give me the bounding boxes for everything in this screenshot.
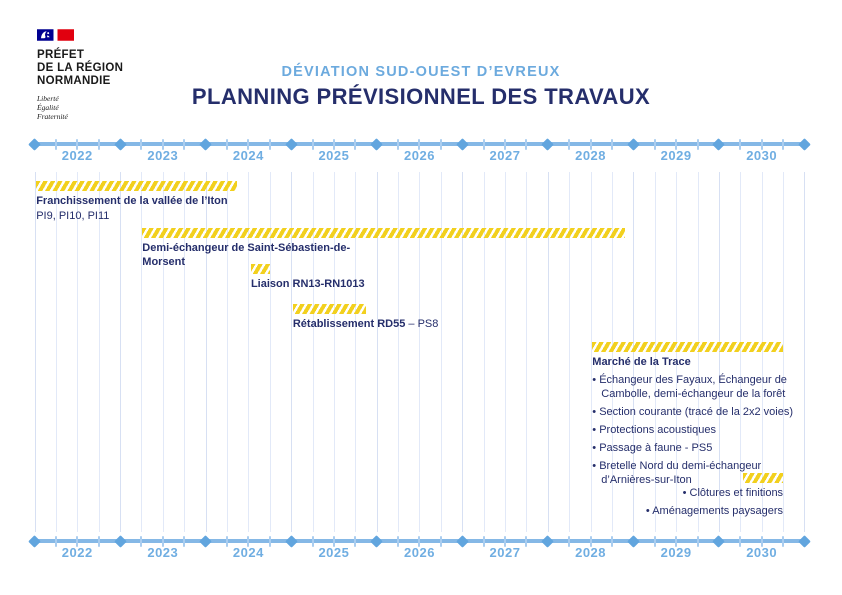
task-bar [251,264,270,274]
year-label: 2029 [660,545,692,560]
year-marker-diamond-icon [114,535,127,548]
gridline [163,172,164,532]
task-bullet: • Clôtures et finitions [682,487,784,499]
gridline [355,172,356,532]
gridline [184,172,185,532]
year-label: 2027 [489,545,521,560]
gridline [505,172,506,532]
year-marker-diamond-icon [28,535,41,548]
year-label: 2027 [489,148,521,163]
task-title [293,317,439,331]
year-label: 2024 [232,545,264,560]
task-bullet: • Bretelle Nord du demi-échangeur d’Arnières-sur-Iton [592,460,762,486]
year-label: 2023 [147,148,179,163]
logo-name-line: PRÉFET [37,49,85,61]
logo-name-line: DE LA RÉGION [37,62,124,74]
gridline [313,172,314,532]
gridline [398,172,399,532]
logo-motto-line: Égalité [37,103,59,112]
task-title [592,355,810,369]
year-marker-diamond-icon [541,535,554,548]
gridline [569,172,570,532]
task-bullet: • Passage à faune - PS5 [592,442,713,454]
year-marker-diamond-icon [199,535,212,548]
task-bar [743,473,783,483]
year-marker-diamond-icon [798,535,811,548]
gridline [120,172,121,532]
year-label: 2026 [404,545,435,560]
task-bar [142,228,625,238]
task-title-suffix: – PS8 [405,318,439,330]
logo-motto-line: Liberté [37,94,59,103]
task-bullet: • Protections acoustiques [592,424,716,436]
year-marker-diamond-icon [285,138,298,151]
task-bar [36,181,237,191]
year-marker-diamond-icon [541,138,554,151]
gridline [291,172,292,532]
task-label [293,317,439,331]
gridline [35,172,36,532]
task-bullet: • Échangeur des Fayaux, Échangeur de Cambolle, demi-échangeur de la forêt [592,374,787,400]
gridline [548,172,549,532]
year-label: 2025 [318,148,350,163]
page-title: PLANNING PRÉVISIONNEL DES TRAVAUX [191,84,651,109]
logo-name-line: NORMANDIE [37,75,111,87]
task-title [36,194,227,208]
task-title-text: Rétablissement RD55 [292,318,406,330]
gridline [56,172,57,532]
year-marker-diamond-icon [713,535,726,548]
task-label [251,277,365,291]
year-label: 2022 [61,148,93,163]
task-bar [592,342,783,352]
gridline [441,172,442,532]
task-label [646,486,783,518]
gridline [77,172,78,532]
year-label: 2030 [746,545,778,560]
gridline [141,172,142,532]
year-label: 2029 [660,148,692,163]
year-marker-diamond-icon [285,535,298,548]
task-bullet: • Section courante (tracé de la 2x2 voies) [592,406,794,418]
year-marker-diamond-icon [28,138,41,151]
gridline [206,172,207,532]
year-label: 2025 [318,545,350,560]
task-label [36,194,227,223]
page-subtitle: DÉVIATION SUD-OUEST D’EVREUX [281,64,561,80]
year-marker-diamond-icon [713,138,726,151]
gridline [270,172,271,532]
task-title [251,277,365,291]
task-title-text: Demi-échangeur de Saint-Sébastien-de-Morsent [142,242,351,268]
year-label: 2028 [575,148,607,163]
logo-motto-line: Fraternité [37,112,68,121]
task-title-text: Franchissement de la vallée de l’Iton [36,195,228,207]
year-marker-diamond-icon [370,535,383,548]
gridline [526,172,527,532]
year-label: 2026 [404,148,435,163]
gridline [99,172,100,532]
year-marker-diamond-icon [456,138,469,151]
year-marker-diamond-icon [627,535,640,548]
year-label: 2022 [61,545,93,560]
task-title-text: Liaison RN13-RN1013 [250,278,365,290]
year-marker-diamond-icon [798,138,811,151]
gridline [419,172,420,532]
gridline [377,172,378,532]
year-label: 2024 [232,148,264,163]
gridline [462,172,463,532]
year-label: 2023 [147,545,179,560]
year-marker-diamond-icon [199,138,212,151]
gridline [248,172,249,532]
year-marker-diamond-icon [456,535,469,548]
year-marker-diamond-icon [114,138,127,151]
gridline [484,172,485,532]
task-title-text: Marché de la Trace [592,356,691,368]
task-bullet: • Aménagements paysagers [645,505,784,517]
gridline [227,172,228,532]
year-label: 2030 [746,148,778,163]
year-marker-diamond-icon [627,138,640,151]
year-marker-diamond-icon [370,138,383,151]
gridline [334,172,335,532]
year-label: 2028 [575,545,607,560]
task-bar [293,304,367,314]
task-sublabel: PI9, PI10, PI11 [36,210,110,222]
task-label [592,355,810,487]
